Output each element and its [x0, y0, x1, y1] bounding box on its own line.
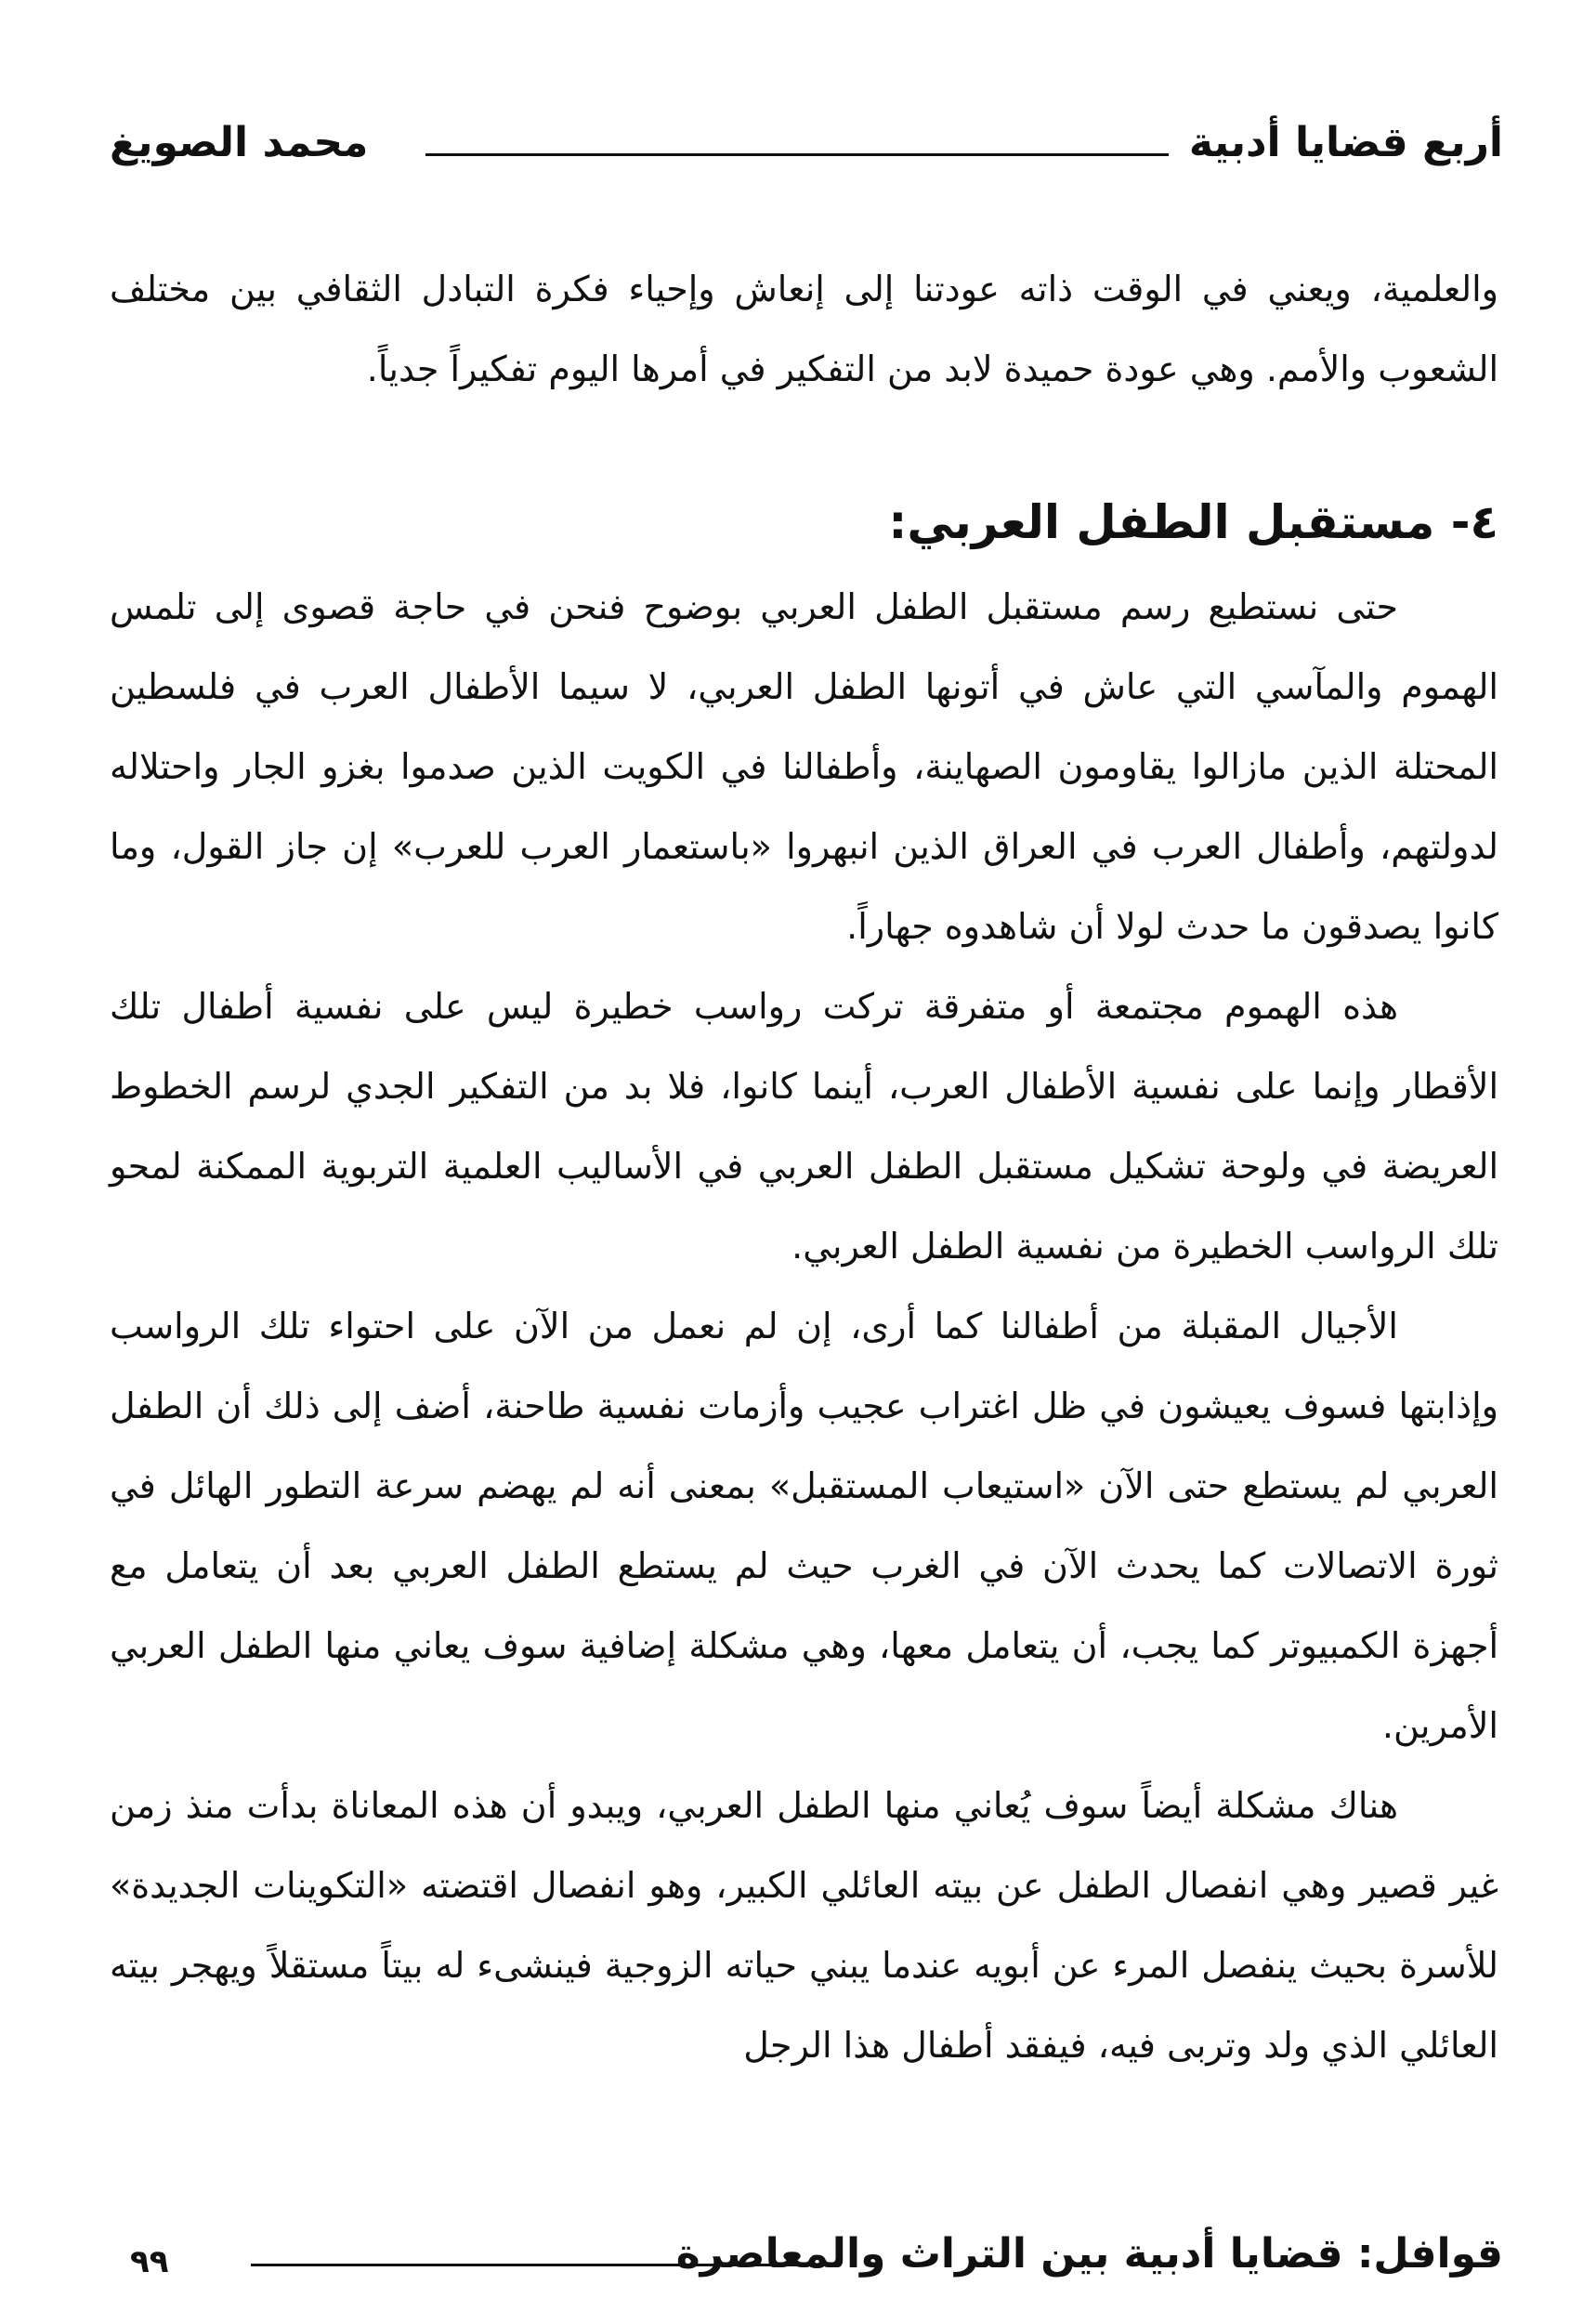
header-rule — [425, 153, 1169, 156]
section-heading: ٤- مستقبل الطفل العربي: — [888, 495, 1498, 549]
running-footer — [130, 2230, 1503, 2295]
paragraph: حتى نستطيع رسم مستقبل الطفل العربي بوضوح فنحن في حاجة قصوى إلى تلمس الهموم والمآسي التي عاش في أتونها الطفل العربي، لا سيما الأطفال العرب في فلسطين المحتلة الذين مازالوا يقاومون الصهاينة، وأطفالنا في الكويت الذين صدموا بغزو الجار واحتلاله لدولتهم، وأطفال العرب في العراق الذين انبهروا «باستعمار العرب للعرب» إن جاز القول، وما كانوا يصدقون ما حدث لولا أن شاهدوه جهاراً. — [110, 586, 1498, 947]
book-title: أربع قضايا أدبية — [1188, 119, 1503, 166]
paragraph: هناك مشكلة أيضاً سوف يُعاني منها الطفل العربي، ويبدو أن هذه المعاناة بدأت منذ زمن غير قصير وهي انفصال الطفل عن بيته العائلي الكبير، وهو انفصال اقتضته «التكوينات الجديدة» للأسرة بحيث ينفصل المرء عن أبويه عندما يبني حياته الزوجية فينشىء له بيتاً مستقلاً ويهجر بيته العائلي الذي ولد وتربى فيه، فيفقد أطفال هذا الرجل — [110, 1785, 1498, 2066]
author-name: محمد الصويغ — [110, 119, 369, 166]
body-text — [110, 249, 1498, 2085]
footer-rule — [251, 2264, 797, 2266]
section-gap — [110, 409, 1498, 478]
paragraph-continuation: والعلمية، ويعني في الوقت ذاته عودتنا إلى إنعاش وإحياء فكرة التبادل الثقافي بين مختلف الشعوب والأمم. وهي عودة حميدة لابد من التفكير في أمرها اليوم تفكيراً جدياً. — [110, 269, 1498, 389]
running-header — [110, 119, 1503, 184]
page-number: ٩٩ — [130, 2243, 169, 2280]
series-title: قوافل: قضايا أدبية بين التراث والمعاصرة — [675, 2230, 1503, 2278]
paragraph: الأجيال المقبلة من أطفالنا كما أرى، إن لم نعمل من الآن على احتواء تلك الرواسب وإذابتها فسوف يعيشون في ظل اغتراب عجيب وأزمات نفسية طاحنة، أضف إلى ذلك أن الطفل العربي لم يستطع حتى الآن «استيعاب المستقبل» بمعنى أنه لم يهضم سرعة التطور الهائل في ثورة الاتصالات كما يحدث الآن في الغرب حيث لم يستطع الطفل العربي بعد أن يتعامل مع أجهزة الكمبيوتر كما يجب، أن يتعامل معها، وهي مشكلة إضافية سوف يعاني منها الطفل العربي الأمرين. — [110, 1306, 1498, 1746]
paragraph: هذه الهموم مجتمعة أو متفرقة تركت رواسب خطيرة ليس على نفسية أطفال تلك الأقطار وإنما على نفسية الأطفال العرب، أينما كانوا، فلا بد من التفكير الجدي لرسم الخطوط العريضة في ولوحة تشكيل مستقبل الطفل العربي في الأساليب العلمية التربوية الممكنة لمحو تلك الرواسب الخطيرة من نفسية الطفل العربي. — [110, 986, 1498, 1267]
